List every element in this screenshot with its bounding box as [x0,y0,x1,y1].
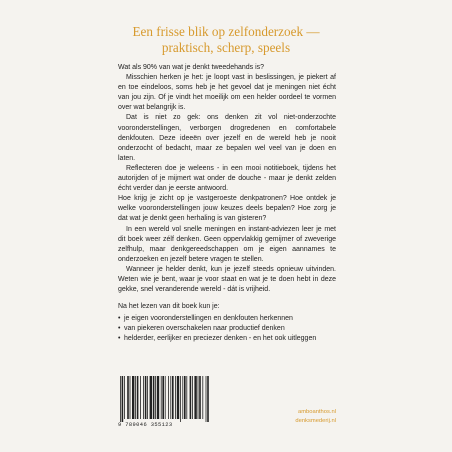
website-link[interactable]: amboanthos.nl [297,409,336,415]
isbn-digits: 9 789046 355123 [118,422,210,428]
blurb-paragraph: Wanneer je helder denkt, kun je jezelf steeds opnieuw uitvinden. Weten wie je bent, waar je voor staat en wat je te doen hebt in deze gekke, snel veranderende wereld - dát is vrijheid. [118,265,336,294]
blurb-paragraph: In een wereld vol snelle meningen en instant-adviezen leer je met dit boek weer zélf denken. Geen oppervlakkig gemijmer of zweverige zelfhulp, maar denkgereedschappen om je eigen aannames te onderzoeken en jezelf betere vragen te stellen. [118,225,336,263]
blurb-paragraph: Hoe krijg je zicht op je vastgeroeste denkpatronen? Hoe ontdek je welke vooronderstellingen jouw keuzes deels bepalen? Hoe zorg je dat wat je denkt geen herhaling is van gisteren? [118,195,336,223]
tagline-line-1: Een frisse blik op zelfonderzoek — [132,24,320,39]
blurb [118,63,336,345]
blurb-opening-question: Wat als 90% van wat je denkt tweedehands is? [118,64,265,71]
list-item: • je eigen vooronderstellingen en denkfouten herkennen [118,314,336,324]
tagline [118,24,334,56]
publisher-websites [276,408,336,426]
blurb-paragraph: Misschien herken je het: je loopt vast in beslissingen, je piekert af en toe eindeloos, soms heb je het gevoel dat je meningen niet écht van jou zijn. Of je vindt het moeilijk om een helder oordeel te vormen over wat belangrijk is. [118,74,336,112]
list-item: • van piekeren overschakelen naar productief denken [118,324,336,334]
benefits-list [118,314,336,344]
barcode-bars [118,376,210,422]
barcode [118,376,210,430]
blurb-paragraph: Dat is niet zo gek: ons denken zit vol niet-onderzochte vooronderstellingen, verborgen drogredenen en comfortabele denkfouten. Deze ideeën over jezelf en de wereld heb je nooit onderzocht of bedacht, maar ze bepalen wel veel van je doen en laten. [118,114,336,162]
list-item: • helderder, eerlijker en preciezer denken - en het ook uitleggen [118,334,336,344]
tagline-line-2: praktisch, scherp, speels [161,40,291,55]
list-intro: Na het lezen van dit boek kun je: [118,303,220,311]
website-link[interactable]: denksmederij.nl [295,418,336,424]
blurb-paragraph: Reflecteren doe je weleens - in een mooi notitieboek, tijdens het autorijden of je mijmert wat onder de douche - maar je denkt zelden écht verder dan je eerste antwoord. [118,164,336,193]
